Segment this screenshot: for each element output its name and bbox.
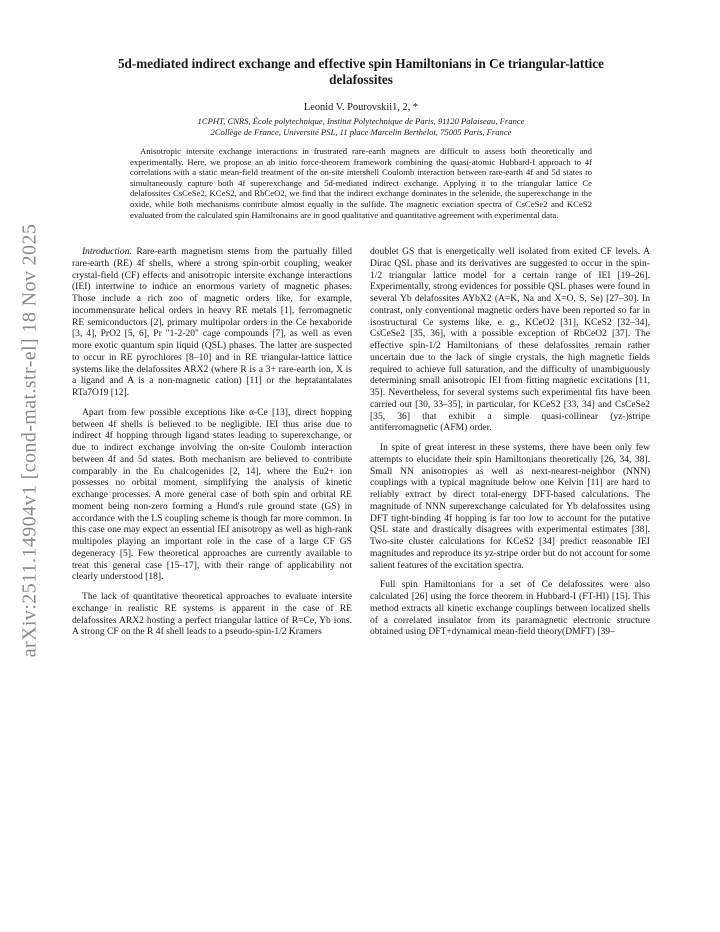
abstract: Anisotropic intersite exchange interactions in frustrated rare-earth magnets are difficult to assess both theoretically and experimentally. Here, we propose an ab initio force-theorem framework combining the quasi-atomic Hubbard-I approach to 4f correlations with a static mean-field treatment of the on-site intershell Coulomb interaction between rare-earth 4f and 5d states to simultaneously capture both 4f superexchange and 5d-mediated indirect exchange. Applying it to the triangular lattice Ce delafossites CsCeSe2, KCeS2, and RbCeO2, we find that the indirect exchange dominates in the selenide, the superexchange in the oxide, while both mechanisms contribute almost equally in the sulfide. The magnetic exciation spectra of CsCeSe2 and KCeS2 evaluated from the calculated spin Hamiltonains are in good qualitative and quantitative agreement with experimental data. [130,146,592,220]
paragraph: Apart from few possible exceptions like α-Ce [13], direct hopping between 4f shells is believed to be negligible. IEI thus arise due to indirect 4f hopping through ligand states leading to superexchange, or due to indirect exchange involving the on-site Coulomb interaction between 4f and 5d states. Both mechanism are believed to contribute comparably in the Eu chalcogenides [2, 14], where the Eu2+ ion possesses no orbital moment, simplifying the analysis of kinetic exchange processes. A more general case of both spin and orbital RE moment being non-zero forming a Hund's rule ground state (GS) in accordance with the LS coupling scheme is though far more common. In this case one may expect an essential IEI anisotropy as well as high-rank multipoles playing an important role in the case of a large CF GS degeneracy [5]. Few theoretical approaches are currently available to treat this general case [15–17], with their range of applicability not clearly understood [18]. [72,406,352,583]
paper-page [72,56,650,638]
arxiv-id: arXiv:2511.14904v1 [cond-mat.str-el] 18 Nov 2025 [18,223,41,657]
arxiv-stamp [10,180,50,700]
affiliation-1: 1CPHT, CNRS, École polytechnique, Institut Polytechnique de Paris, 91120 Palaiseau, France [197,116,525,126]
paragraph: Full spin Hamiltonians for a set of Ce delafossites were also calculated [26] using the force theorem in Hubbard-I (FT-HI) [15]. This method extracts all kinetic exchange couplings between localized shells of a correlated insulator from its paramagnetic electronic structure obtained using DFT+dynamical mean-field theory(DMFT) [39– [370,579,650,638]
paragraph [72,246,352,399]
section-lead: Introduction. [82,246,132,258]
paragraph: doublet GS that is energetically well isolated from exited CF levels. A Dirac QSL phase and its derivatives are suggested to occur in the spin-1/2 triangular lattice model for a certain range of IEI [19–26]. Experimentally, strong evidences for possible QSL phases were found in several Yb delafossites AYbX2 (A=K, Na and X=O, S, Se) [27–30]. In contrast, only conventional magnetic orders have been reported so far in isostructural Ce systems like, e. g., KCeO2 [31], KCeS2 [32–34], CsCeSe2 [35, 36], with a possible exception of RbCeO2 [37]. The effective spin-1/2 Hamiltonians of these delafossites remain rather uncertain due to the lack of single crystals, the high magnetic fields required to achieve full saturation, and the difficulty of unambiguously determining small anisotropic IEI from fitting magnetic excitations [11, 35]. Nevertheless, for several systems such experimental fits have been carried out [30, 33–35], in particular, for KCeS2 [33, 34] and CsCeSe2 [35, 36] that exhibit a simple quasi-collinear (yz-)stripe antiferromagnetic (AFM) order. [370,246,650,434]
paper-title: 5d-mediated indirect exchange and effective spin Hamiltonians in Ce triangular-lattice delafossites [117,56,605,87]
right-column [370,246,650,638]
paragraph: In spite of great interest in these systems, there have been only few attempts to elucidate their spin Hamiltonians theoretically [26, 34, 38]. Small NN anisotropies as well as next-nearest-neighbor (NNN) couplings with a typical magnitude below one Kelvin [11] are hard to reliably extract by direct total-energy DFT-based calculations. The magnitude of NNN superexchange calculated for Yb delafossites using DFT tight-binding 4f hopping is far too low to account for the putative QSL state and drastically disagrees with experimental estimates [38]. Two-site cluster calculations for KCeS2 [34] predict reasonable IEI magnitudes and reproduce its yz-stripe order but do not account for some salient features of the excitation spectra. [370,442,650,571]
paragraph: The lack of quantitative theoretical approaches to evaluate intersite exchange in realistic RE systems is apparent in the case of RE delafossites ARX2 hosting a perfect triangular lattice of R=Ce, Yb ions. A strong CF on the R 4f shell leads to a pseudo-spin-1/2 Kramers [72,591,352,638]
author-line: Leonid V. Pourovskii1, 2, * [303,102,419,113]
affiliation-2: 2Collège de France, Université PSL, 11 place Marcelin Berthelot, 75005 Paris, France [210,127,512,137]
paragraph-text: Rare-earth magnetism stems from the partually filled rare-earth (RE) 4f shells, where a strong spin-orbit coupling, weaker crystal-field (CF) effects and anisotropic intersite exchange interactions (IEI) intertwine to induce an enormous variety of magnetic phases. Those include a rich zoo of magnetic orders like, for example, incommensurate helical orders in heavy RE metals [1], ferromagnetic RE semiconductors [2], primary multipolar orders in the Ce hexaboride [3, 4], PrO2 [5, 6], Pr "1-2-20" cage compounds [7], as well as even more exotic quantum spin liquid (QSL) phases. The latter are suspected to occur in RE pyrochlores [8–10] and in RE triangular-lattice lattice systems like the delafossites ARX2 (where R is a 3+ rare-earth ion, X is a ligand and A is a non-magnetic cation) [11] or the heptatantalates RTa7O19 [12]. [72,246,352,399]
body-columns [72,246,650,638]
left-column [72,246,352,638]
